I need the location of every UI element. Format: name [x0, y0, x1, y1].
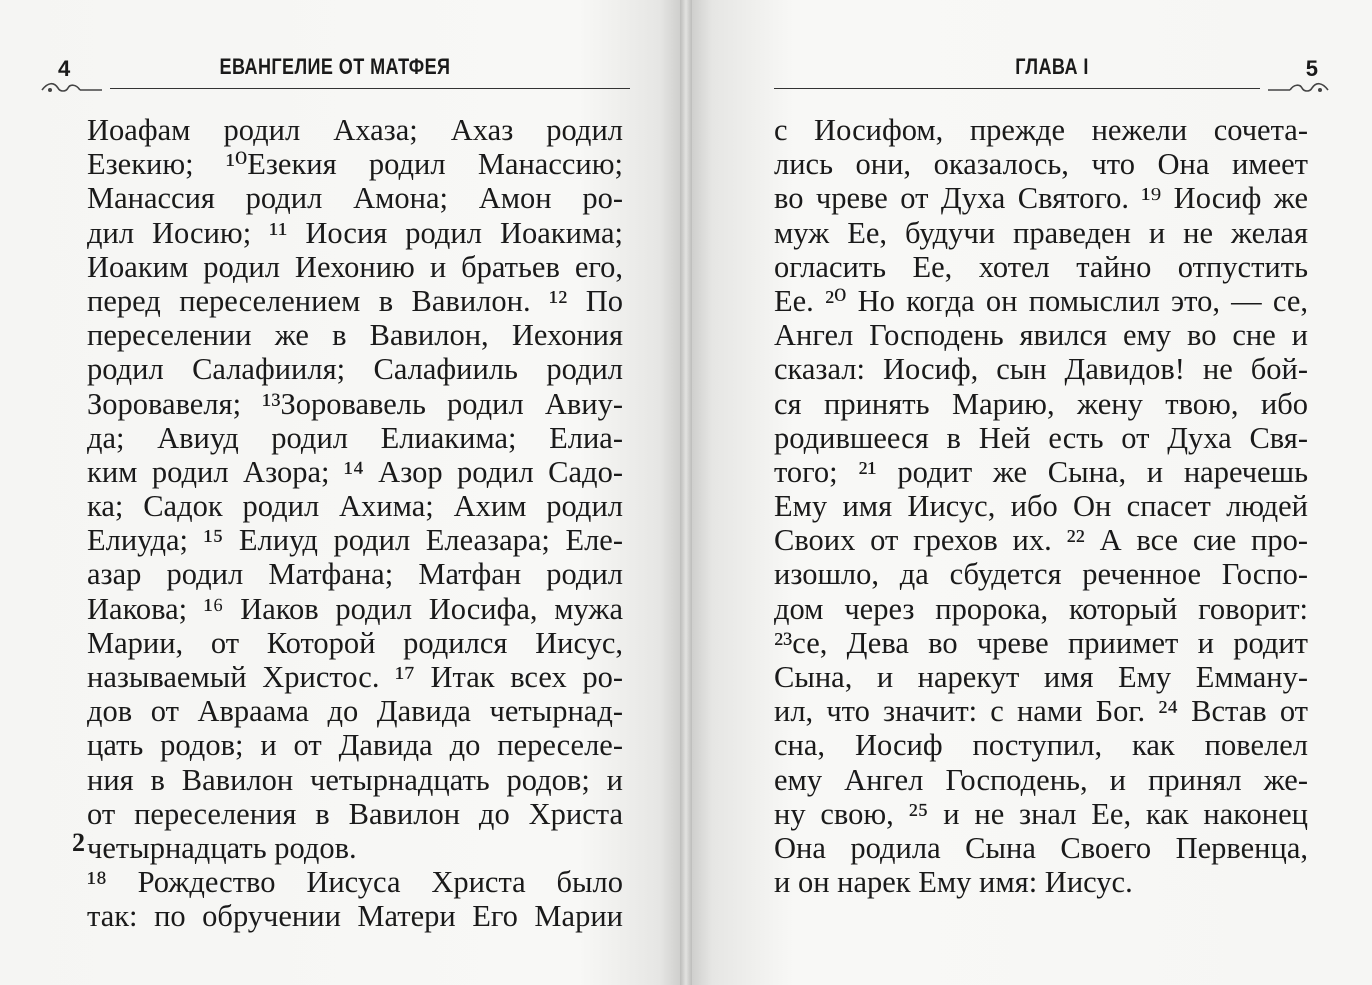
- text-line: азар родил Матфана; Матфан родил: [87, 557, 623, 592]
- text-line: ²³се, Дева во чреве приимет и родит: [774, 625, 1308, 660]
- text-line: ка; Садок родил Ахима; Ахим родил: [87, 489, 623, 524]
- text-line: Ангел Господень явился ему во сне и: [774, 318, 1308, 353]
- text-line: родил Салафииля; Салафииль родил: [87, 352, 623, 387]
- left-page: [0, 0, 680, 985]
- text-line: четырнадцать родов.: [87, 830, 357, 865]
- text-line: с Иосифом, прежде нежели сочета-: [774, 113, 1308, 147]
- ornament-icon: [1268, 78, 1330, 98]
- ornament-icon: [40, 78, 102, 98]
- left-body-text: [87, 113, 623, 934]
- text-line: ся принять Марию, жену твою, ибо: [774, 386, 1308, 421]
- text-line: ему Ангел Господень, и принял же-: [774, 762, 1308, 797]
- running-head: ГЛАВА I: [1015, 54, 1089, 79]
- text-line: Манассия родил Амона; Амон ро-: [87, 181, 623, 216]
- text-line: перед переселением в Вавилон. ¹² По: [87, 283, 623, 318]
- text-line: так: по обручении Матери Его Марии: [87, 899, 623, 934]
- text-line: ния в Вавилон четырнадцать родов; и: [87, 762, 623, 797]
- page-number: 5: [1305, 56, 1318, 81]
- text-line: да; Авиуд родил Елиакима; Елиа-: [87, 420, 623, 455]
- text-line: Зоровавеля; ¹³Зоровавель родил Авиу-: [87, 386, 623, 421]
- page-number: 4: [58, 56, 71, 81]
- book-gutter: [680, 0, 692, 985]
- right-header: [774, 50, 1330, 90]
- text-line: называемый Христос. ¹⁷ Итак всех ро-: [87, 660, 623, 694]
- text-line: того; ²¹ родит же Сына, и наречешь: [774, 454, 1308, 489]
- header-rule: [110, 88, 630, 89]
- text-line: ким родил Азора; ¹⁴ Азор родил Садо-: [87, 454, 623, 489]
- text-line: ил, что значит: с нами Бог. ²⁴ Встав от: [774, 694, 1308, 729]
- text-line: дов от Авраама до Давида четырнад-: [87, 694, 623, 729]
- text-line: Езекию; ¹⁰Езекия родил Манассию;: [87, 147, 623, 182]
- text-line: изошло, да сбудется реченное Госпо-: [774, 557, 1308, 592]
- text-line: Иакова; ¹⁶ Иаков родил Иосифа, мужа: [87, 591, 623, 626]
- right-body-text: [774, 113, 1308, 899]
- chapter-marker: 2: [72, 828, 85, 857]
- text-line: дом через пророка, который говорит:: [774, 591, 1308, 626]
- text-line: ¹⁸ Рождество Иисуса Христа было: [87, 865, 623, 900]
- text-line: Своих от грехов их. ²² А все сие про-: [774, 523, 1308, 558]
- text-line: Елиуда; ¹⁵ Елиуд родил Елеазара; Еле-: [87, 523, 623, 558]
- text-line: родившееся в Ней есть от Духа Свя-: [774, 420, 1308, 455]
- text-line: Иоафам родил Ахаза; Ахаз родил: [87, 113, 623, 147]
- text-line: огласить Ее, хотел тайно отпустить: [774, 249, 1308, 284]
- text-line: муж Ее, будучи праведен и не желая: [774, 215, 1308, 250]
- text-line: дил Иосию; ¹¹ Иосия родил Иоакима;: [87, 215, 623, 250]
- text-line: Сына, и нарекут имя Ему Емману-: [774, 660, 1308, 694]
- text-line: цать родов; и от Давида до переселе-: [87, 728, 623, 763]
- text-line: Ему имя Иисус, ибо Он спасет людей: [774, 489, 1308, 524]
- text-line: Марии, от Которой родился Иисус,: [87, 625, 623, 660]
- text-line: переселении же в Вавилон, Иехония: [87, 318, 623, 353]
- text-line: лись они, оказалось, что Она имеет: [774, 147, 1308, 182]
- text-line: Она родила Сына Своего Первенца,: [774, 830, 1308, 865]
- right-page: [692, 0, 1372, 985]
- text-line: и он нарек Ему имя: Иисус.: [774, 865, 1133, 900]
- text-line: сна, Иосиф поступил, как повелел: [774, 728, 1308, 763]
- left-header: [40, 50, 630, 90]
- text-line: сказал: Иосиф, сын Давидов! не бой-: [774, 352, 1308, 387]
- text-line: от переселения в Вавилон до Христа: [87, 796, 623, 831]
- text-line: Иоаким родил Иехонию и братьев его,: [87, 249, 623, 284]
- running-head: ЕВАНГЕЛИЕ ОТ МАТФЕЯ: [219, 54, 451, 79]
- text-line: ну свою, ²⁵ и не знал Ее, как наконец: [774, 796, 1308, 831]
- text-line: Ее. ²⁰ Но когда он помыслил это, — се,: [774, 283, 1308, 318]
- text-line: во чреве от Духа Святого. ¹⁹ Иосиф же: [774, 181, 1308, 216]
- header-rule: [774, 88, 1260, 89]
